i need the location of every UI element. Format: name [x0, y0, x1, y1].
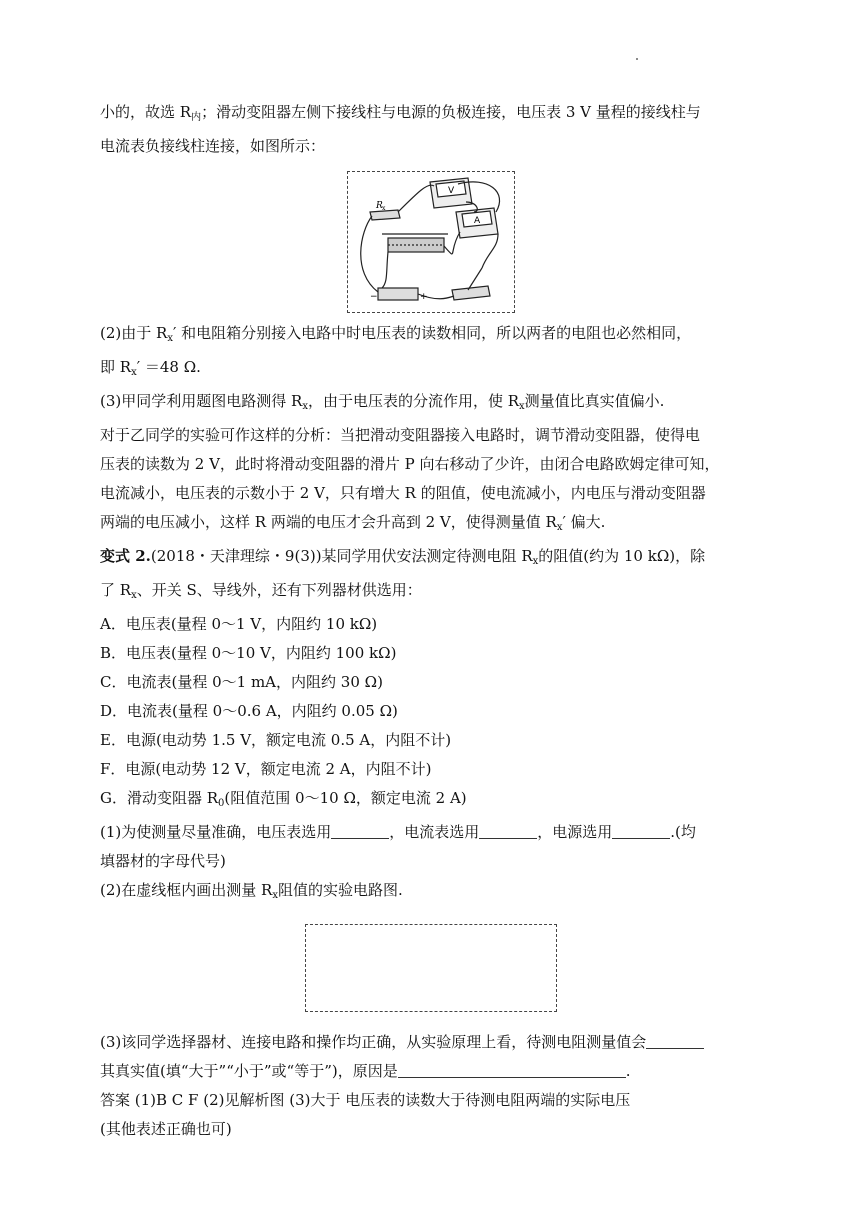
variant-line-2 [100, 576, 740, 610]
variant-title: 变式 2. [100, 547, 151, 565]
text: 了 R [100, 581, 132, 599]
text: (3)该同学选择器材、连接电路和操作均正确，从实验原理上看，待测电阻测量值会 [100, 1033, 647, 1051]
analysis-line: 压表的读数为 2 V，此时将滑动变阻器的滑片 P 向右移动了少许，由闭合电路欧姆定律可知， [100, 455, 720, 473]
text: 即 R [100, 358, 132, 376]
text: .(均 [670, 823, 696, 841]
subscript: 0 [218, 798, 225, 809]
analysis-line: 对于乙同学的实验可作这样的分析：当把滑动变阻器接入电路时，调节滑动变阻器，使得电 [100, 426, 701, 444]
text: (2)在虚线框内画出测量 R [100, 881, 273, 899]
text: ′ 偏大. [562, 513, 606, 531]
intro-line-1 [100, 98, 740, 132]
circuit-drawing-box[interactable] [305, 924, 557, 1012]
switch [452, 286, 490, 300]
rx-sub: x [382, 205, 386, 212]
text: (阻值范围 0～10 Ω，额定电流 2 A) [224, 789, 467, 807]
intro-line-2: 电流表负接线柱连接，如图所示： [100, 137, 326, 155]
text: 测量值比真实值偏小. [524, 392, 665, 410]
analysis-last-line [100, 508, 740, 542]
intro-text: ；滑动变阻器左侧下接线柱与电源的负极连接，电压表 3 V 量程的接线柱与 [201, 103, 701, 121]
text: ，电流表选用 [389, 823, 480, 841]
text: . [625, 1062, 631, 1080]
page-dot [636, 58, 638, 60]
part2-line-1 [100, 319, 740, 353]
answer-line-1: 答案 (1)B C F (2)见解析图 (3)大于 电压表的读数大于待测电阻两端的实际电压 [100, 1091, 631, 1109]
subscript: 内 [191, 112, 202, 123]
circuit-drawing [348, 172, 514, 312]
text: (2)由于 R [100, 324, 168, 342]
text: (3)甲同学利用题图电路测得 R [100, 392, 303, 410]
subscript: x [167, 333, 173, 344]
text: 阻值的实验电路图. [277, 881, 403, 899]
text: (2018・天津理综・9(3))某同学用伏安法测定待测电阻 R [150, 547, 533, 565]
battery [378, 288, 418, 300]
answer-blank[interactable] [612, 821, 670, 839]
option-f: F．电源(电动势 12 V，额定电流 2 A，内阻不计) [100, 760, 432, 778]
part2-line-2 [100, 353, 740, 387]
text: ′ 和电阻箱分别接入电路中时电压表的读数相同，所以两者的电阻也必然相同， [172, 324, 692, 342]
text: 两端的电压减小，这样 R 两端的电压才会升高到 2 V，使得测量值 R [100, 513, 557, 531]
text: 、开关 S、导线外，还有下列器材供选用： [136, 581, 422, 599]
subscript: x [532, 556, 539, 567]
question-1-line-1 [100, 818, 740, 847]
subscript: x [556, 522, 563, 533]
question-3-line-2 [100, 1057, 740, 1086]
intro-text: 小的，故选 R [100, 103, 192, 121]
option-c: C．电流表(量程 0～1 mA，内阻约 30 Ω) [100, 673, 383, 691]
subscript: x [519, 401, 525, 412]
answer-blank[interactable] [646, 1031, 704, 1049]
subscript: x [272, 890, 278, 901]
part3-line-1 [100, 387, 740, 421]
ammeter-label: A [474, 216, 481, 226]
option-e: E．电源(电动势 1.5 V，额定电流 0.5 A，内阻不计) [100, 731, 452, 749]
answer-blank[interactable] [331, 821, 389, 839]
rx-label: R [376, 201, 383, 211]
answer-line-2: (其他表述正确也可) [100, 1120, 232, 1138]
subscript: x [131, 367, 137, 378]
answer-blank[interactable] [398, 1060, 626, 1078]
question-2 [100, 876, 740, 910]
text: ，由于电压表的分流作用，使 R [307, 392, 520, 410]
text: ，电源选用 [537, 823, 613, 841]
text: G．滑动变阻器 R [100, 789, 219, 807]
option-g [100, 784, 740, 818]
minus-label: − [370, 292, 378, 302]
text: 其真实值(填“大于”“小于”或“等于”)，原因是 [100, 1062, 398, 1080]
question-3-line-1 [100, 1028, 740, 1057]
text: ′ ＝48 Ω. [136, 358, 201, 376]
text: 的阻值(约为 10 kΩ)，除 [538, 547, 706, 565]
text: (1)为使测量尽量准确，电压表选用 [100, 823, 332, 841]
option-d: D．电流表(量程 0～0.6 A，内阻约 0.05 Ω) [100, 702, 398, 720]
variant-line-1 [100, 542, 740, 576]
analysis-line: 电流减小，电压表的示数小于 2 V，只有增大 R 的阻值，使电流减小，内电压与滑动变阻器 [100, 484, 706, 502]
voltmeter-label: V [448, 186, 455, 196]
subscript: x [131, 590, 137, 601]
circuit-photo-figure [347, 171, 515, 313]
option-a: A．电压表(量程 0～1 V，内阻约 10 kΩ) [100, 615, 378, 633]
question-1-line-2: 填器材的字母代号) [100, 852, 226, 870]
answer-blank[interactable] [479, 821, 537, 839]
document-body [100, 98, 740, 1144]
subscript: x [302, 401, 308, 412]
option-b: B．电压表(量程 0～10 V，内阻约 100 kΩ) [100, 644, 397, 662]
plus-label: + [420, 292, 428, 302]
